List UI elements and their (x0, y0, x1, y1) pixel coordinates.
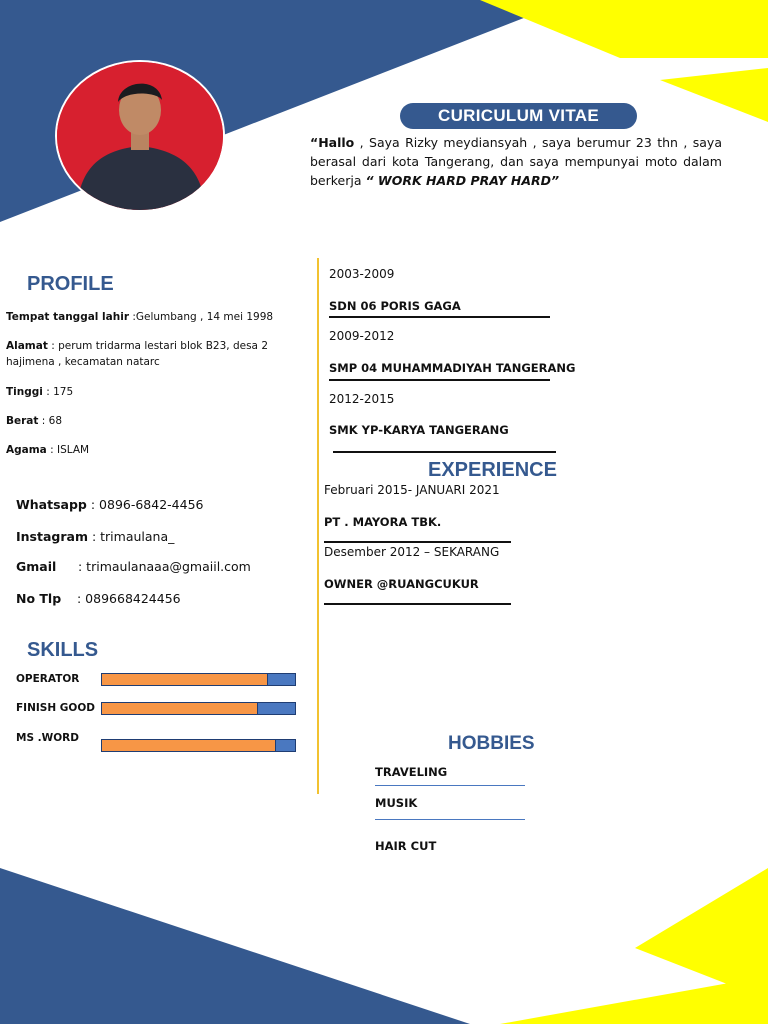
person-avatar-icon (57, 62, 223, 210)
intro-open: “Hallo (310, 135, 355, 150)
skill-label: OPERATOR (16, 673, 80, 685)
experience-period: Februari 2015- JANUARI 2021 (324, 483, 500, 497)
hobby-item: MUSIK (375, 796, 418, 810)
contact-label: Gmail (16, 559, 57, 574)
profile-value: : 175 (42, 386, 74, 398)
profile-row-birth (6, 309, 291, 325)
motto-text: “ WORK HARD PRAY HARD” (365, 173, 560, 188)
profile-value: :Gelumbang , 14 mei 1998 (129, 311, 274, 323)
profile-row-religion (6, 442, 291, 458)
skill-bar (101, 673, 296, 686)
profile-heading: PROFILE (27, 273, 114, 295)
education-school: SMK YP-KARYA TANGERANG (329, 423, 509, 437)
contact-value: : 089668424456 (77, 591, 181, 606)
bottom-left-blue-shape (0, 868, 470, 1024)
skill-fill (102, 703, 258, 714)
experience-underline (324, 541, 511, 543)
skill-fill (102, 674, 268, 685)
experience-company: OWNER @RUANGCUKUR (324, 577, 479, 591)
hobby-underline (375, 819, 525, 820)
contact-whatsapp (16, 497, 204, 512)
contact-label: Instagram (16, 529, 88, 544)
top-right-yellow-wedge (660, 68, 768, 122)
column-divider (317, 258, 319, 794)
hobby-item: TRAVELING (375, 765, 448, 779)
education-underline (333, 451, 556, 453)
experience-heading: EXPERIENCE (428, 459, 557, 481)
skill-label: FINISH GOOD (16, 702, 95, 714)
profile-label: Tempat tanggal lahir (6, 311, 129, 323)
profile-label: Tinggi (6, 386, 43, 398)
intro-paragraph (310, 133, 722, 190)
profile-row-weight (6, 413, 291, 429)
contact-instagram (16, 529, 174, 544)
profile-label: Alamat (6, 340, 48, 352)
skill-bar (101, 702, 296, 715)
skill-bar (101, 739, 296, 752)
education-underline (329, 379, 550, 381)
contact-phone (16, 591, 181, 606)
hobby-item: HAIR CUT (375, 839, 437, 853)
profile-row-address (6, 338, 291, 370)
education-years: 2012-2015 (329, 392, 395, 406)
education-school: SMP 04 MUHAMMADIYAH TANGERANG (329, 361, 576, 375)
profile-value: : perum tridarma lestari blok B23, desa 2 hajimena , kecamatan natarc (6, 340, 269, 368)
cv-title-banner: CURICULUM VITAE (400, 103, 637, 129)
education-years: 2009-2012 (329, 329, 395, 343)
contact-label: Whatsapp (16, 497, 87, 512)
profile-value: : ISLAM (46, 444, 90, 456)
education-school: SDN 06 PORIS GAGA (329, 299, 461, 313)
profile-photo (55, 60, 225, 212)
education-underline (329, 316, 550, 318)
education-years: 2003-2009 (329, 267, 395, 281)
skills-heading: SKILLS (27, 639, 99, 661)
hobbies-heading: HOBBIES (448, 733, 535, 754)
skill-label: MS .WORD (16, 732, 79, 744)
skill-fill (102, 740, 276, 751)
contact-gmail (16, 559, 251, 574)
contact-label: No Tlp (16, 591, 62, 606)
experience-period: Desember 2012 – SEKARANG (324, 545, 500, 559)
profile-row-height (6, 384, 291, 400)
bottom-right-yellow-strip (500, 976, 768, 1024)
contact-value: : trimaulanaaa@gmaiil.com (78, 559, 251, 574)
profile-value: : 68 (38, 415, 62, 427)
profile-label: Berat (6, 415, 39, 427)
contact-value: : trimaulana_ (87, 529, 175, 544)
experience-underline (324, 603, 511, 605)
contact-value: : 0896-6842-4456 (86, 497, 204, 512)
intro-body: , Saya Rizky meydiansyah , saya berumur 23 thn , saya berasal dari kota Tangerang, dan saya mempunyai moto dalam berkerja (310, 135, 722, 188)
top-right-yellow-shape (480, 0, 768, 58)
hobby-underline (375, 785, 525, 786)
profile-label: Agama (6, 444, 47, 456)
experience-company: PT . MAYORA TBK. (324, 515, 442, 529)
